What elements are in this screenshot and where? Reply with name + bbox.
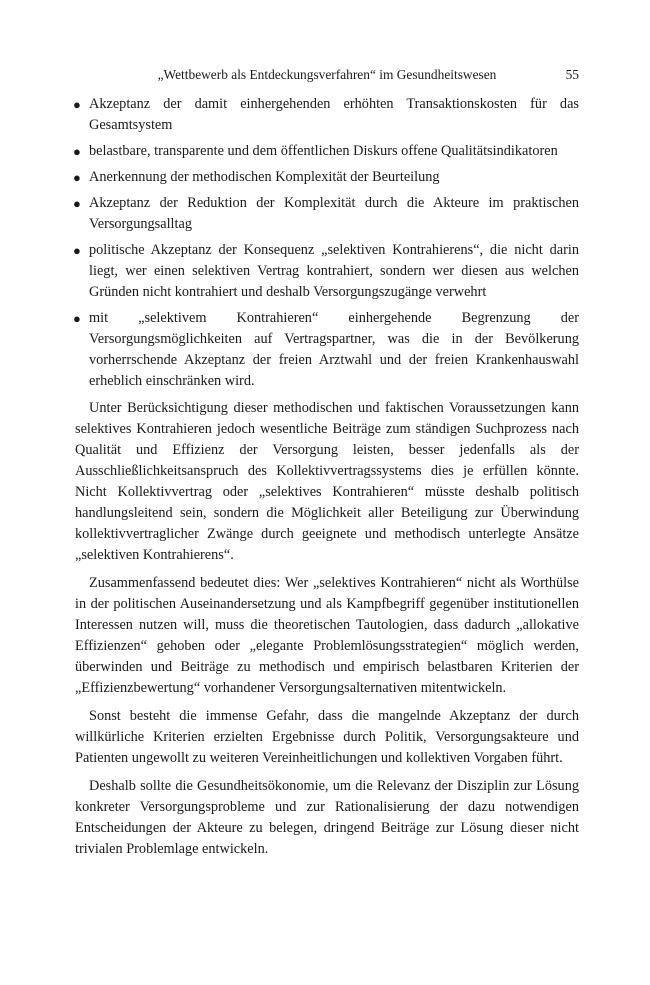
bullet-item xyxy=(75,94,579,136)
bullet-item xyxy=(75,240,579,303)
bullet-text: politische Akzeptanz der Konsequenz „selektiven Kontrahierens“, die nicht darin liegt, wer einen selektiven Vertrag kontrahiert, sondern wer diesen aus welchen Gründen nicht kontrahiert und deshalb Versorgungszugänge verwehrt xyxy=(89,242,579,300)
bullet-item xyxy=(75,141,579,162)
page-number: 55 xyxy=(565,67,579,82)
bullet-list xyxy=(75,94,579,392)
bullet-item xyxy=(75,308,579,392)
bullet-text: mit „selektivem Kontrahieren“ einhergehende Begrenzung der Versorgungsmöglichkeiten auf Vertragspartner, was die in der Bevölkerung vorherrschende Akzeptanz der freien Arztwahl und der freien Krankenhauswahl erheblich einschränken wird. xyxy=(89,310,579,389)
bullet-icon: ● xyxy=(73,196,81,211)
bullet-text: belastbare, transparente und dem öffentlichen Diskurs offene Qualitätsindikatoren xyxy=(89,143,558,159)
body-paragraph: Deshalb sollte die Gesundheitsökonomie, um die Relevanz der Disziplin zur Lösung konkreter Versorgungsprobleme und zur Rationalisierung der dazu notwendigen Entscheidungen der Akteure zu belegen, dringend Beiträge zur Lösung dieser nicht trivialen Problemlage entwickeln. xyxy=(75,778,579,857)
bullet-item xyxy=(75,193,579,235)
body-paragraph: Zusammenfassend bedeutet dies: Wer „selektives Kontrahieren“ nicht als Worthülse in der politischen Auseinandersetzung und als Kampfbegriff gegenüber institutionellen Interessen nutzen will, muss die theoretischen Tautologien, dass dadurch „allokative Effizienzen“ gehoben oder „elegante Problemlösungsstrategien“ möglich werden, überwinden und Beiträge zu methodisch und empirisch belastbaren Kriterien der „Effizienzbewertung“ vorhandener Versorgungsalternativen mitentwickeln. xyxy=(75,575,579,696)
book-page xyxy=(75,64,579,860)
bullet-icon: ● xyxy=(73,144,81,159)
running-header xyxy=(75,64,579,86)
body-paragraph: Sonst besteht die immense Gefahr, dass die mangelnde Akzeptanz der durch willkürliche Kriterien erzielten Ergebnisse durch Politik, Versorgungsakteure und Patienten ungewollt zu weiteren Vereinheitlichungen und kollektiven Vorgaben führt. xyxy=(75,708,579,766)
bullet-item xyxy=(75,167,579,188)
bullet-icon: ● xyxy=(73,170,81,185)
bullet-icon: ● xyxy=(73,243,81,258)
bullet-icon: ● xyxy=(73,311,81,326)
bullet-icon: ● xyxy=(73,97,81,112)
bullet-text: Akzeptanz der Reduktion der Komplexität durch die Akteure im praktischen Versorgungsalltag xyxy=(89,195,579,232)
running-title: „Wettbewerb als Entdeckungsverfahren“ im Gesundheitswesen xyxy=(157,67,497,82)
bullet-text: Anerkennung der methodischen Komplexität der Beurteilung xyxy=(89,169,440,185)
body-paragraph: Unter Berücksichtigung dieser methodischen und faktischen Voraussetzungen kann selektives Kontrahieren jedoch wesentliche Beiträge zum ständigen Suchprozess nach Qualität und Effizienz der Versorgung leisten, besser jedenfalls als der Ausschließlichkeitsanspruch des Kollektivvertragssystems dies je erfüllen könnte. Nicht Kollektivvertrag oder „selektives Kontrahieren“ müsste deshalb politisch handlungsleitend sein, sondern die Möglichkeit aller Beteiligung zur Überwindung kollektivvertraglicher Zwänge durch geeignete und methodisch unterlegte Ansätze „selektiven Kontrahierens“. xyxy=(75,400,579,563)
bullet-text: Akzeptanz der damit einhergehenden erhöhten Transaktionskosten für das Gesamtsystem xyxy=(89,96,579,133)
